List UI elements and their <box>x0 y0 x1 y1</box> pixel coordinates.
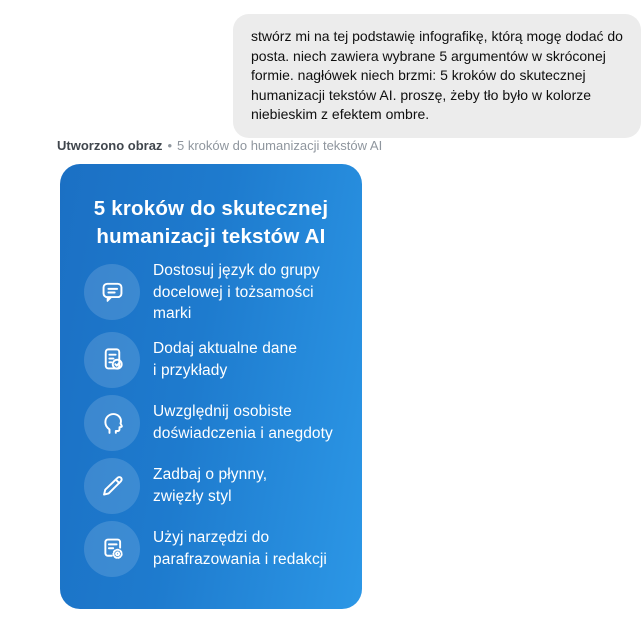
document-check-icon <box>84 332 140 388</box>
status-image-title: 5 kroków do humanizacji tekstów AI <box>177 138 383 153</box>
status-label: Utworzono obraz <box>57 138 163 153</box>
image-generation-status[interactable] <box>57 138 382 154</box>
step-text: Dodaj aktualne dane i przykłady <box>153 340 298 379</box>
infographic-title <box>60 195 362 251</box>
infographic-title-line1: 5 kroków do skutecznej <box>93 197 329 220</box>
pencil-icon <box>84 458 140 514</box>
infographic-title-line2: humanizacji tekstów AI <box>96 225 326 248</box>
speech-bubble-icon <box>84 264 140 320</box>
step-text: Dostosuj język do grupy docelowej i tożsamości marki <box>153 262 320 322</box>
user-message-bubble <box>233 14 641 138</box>
list-item <box>84 260 346 325</box>
step-text: Zadbaj o płynny, zwięzły styl <box>153 466 268 505</box>
infographic-steps <box>84 260 346 577</box>
step-text: Użyj narzędzi do parafrazowania i redakcji <box>153 529 327 568</box>
list-item <box>84 395 346 451</box>
status-separator: • <box>167 138 172 153</box>
infographic-image[interactable] <box>60 164 362 609</box>
list-item <box>84 521 346 577</box>
list-item <box>84 332 346 388</box>
step-text: Uwzględnij osobiste doświadczenia i anegdoty <box>153 403 333 442</box>
document-gear-icon <box>84 521 140 577</box>
head-profile-icon <box>84 395 140 451</box>
user-message-text: stwórz mi na tej podstawię infografikę, którą mogę dodać do posta. niech zawiera wybrane 5 argumentów w skróconej formie. nagłówek niech brzmi: 5 kroków do skutecznej humanizacji tekstów AI. proszę, żeby tło było w kolorze niebieskim z efektem ombre. <box>251 28 623 122</box>
list-item <box>84 458 346 514</box>
